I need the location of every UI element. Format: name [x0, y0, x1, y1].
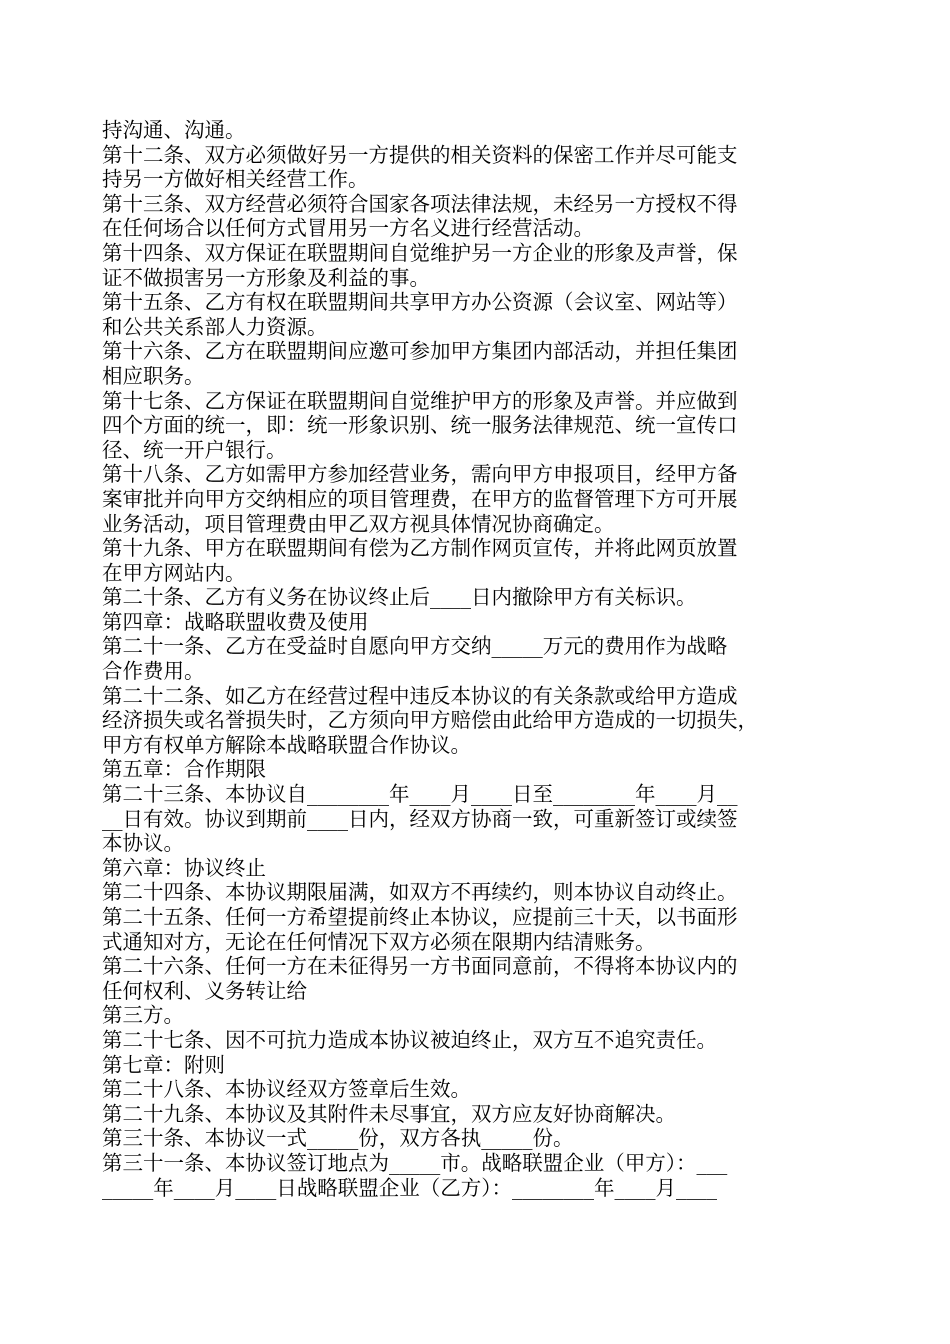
- text-line: 第十三条、双方经营必须符合国家各项法律法规，未经另一方授权不得: [102, 191, 738, 216]
- text-line: 和公共关系部人力资源。: [102, 314, 328, 339]
- text-line: 在任何场合以任何方式冒用另一方名义进行经营活动。: [102, 216, 594, 241]
- text-line: 第二十四条、本协议期限届满，如双方不再续约，则本协议自动终止。: [102, 880, 738, 905]
- text-line: 第二十九条、本协议及其附件未尽事宜，双方应友好协商解决。: [102, 1101, 676, 1126]
- text-line: 第三十条、本协议一式_____份，双方各执_____份。: [102, 1126, 574, 1151]
- chapter-heading: 第五章：合作期限: [102, 757, 266, 782]
- text-line: 径、统一开户银行。: [102, 437, 287, 462]
- text-line: 持另一方做好相关经营工作。: [102, 167, 369, 192]
- text-line: 第二十五条、任何一方希望提前终止本协议，应提前三十天，以书面形: [102, 905, 738, 929]
- text-line: 本协议。: [102, 831, 184, 856]
- text-line: 任何权利、义务转让给: [102, 978, 307, 1003]
- document-body: [102, 118, 854, 1200]
- text-line: 持沟通、沟通。: [102, 118, 246, 142]
- text-line: 第十八条、乙方如需甲方参加经营业务，需向甲方申报项目，经甲方备: [102, 462, 738, 487]
- chapter-heading: 第七章：附则: [102, 1052, 225, 1077]
- text-line: 经济损失或名誉损失时，乙方须向甲方赔偿由此给甲方造成的一切损失，: [102, 708, 758, 733]
- text-line: 在甲方网站内。: [102, 560, 246, 585]
- text-line: 甲方有权单方解除本战略联盟合作协议。: [102, 732, 471, 757]
- text-line: 第二十六条、任何一方在未征得另一方书面同意前，不得将本协议内的: [102, 954, 738, 979]
- text-line: 第二十条、乙方有义务在协议终止后____日内撤除甲方有关标识。: [102, 585, 697, 610]
- text-line: 业务活动，项目管理费由甲乙双方视具体情况协商确定。: [102, 511, 615, 536]
- text-line: 相应职务。: [102, 363, 205, 388]
- text-line: 第二十七条、因不可抗力造成本协议被迫终止，双方互不追究责任。: [102, 1027, 717, 1052]
- text-line: 第十九条、甲方在联盟期间有偿为乙方制作网页宣传，并将此网页放置: [102, 536, 738, 561]
- text-line: 合作费用。: [102, 659, 205, 684]
- chapter-heading: 第六章：协议终止: [102, 855, 266, 880]
- text-line: _____年____月____日战略联盟企业（乙方）：________年____月____: [102, 1175, 717, 1200]
- chapter-heading: 第四章：战略联盟收费及使用: [102, 609, 369, 634]
- text-line: 四个方面的统一，即：统一形象识别、统一服务法律规范、统一宣传口: [102, 413, 738, 438]
- text-line: 第三十一条、本协议签订地点为_____市。战略联盟企业（甲方）：___: [102, 1150, 728, 1175]
- text-line: 第二十三条、本协议自________年____月____日至________年____月__: [102, 782, 738, 807]
- text-line: 第二十一条、乙方在受益时自愿向甲方交纳_____万元的费用作为战略: [102, 634, 728, 659]
- text-line: 第二十二条、如乙方在经营过程中违反本协议的有关条款或给甲方造成: [102, 683, 738, 708]
- text-line: 证不做损害另一方形象及利益的事。: [102, 265, 430, 290]
- text-line: 第三方。: [102, 1003, 184, 1028]
- text-line: 第十六条、乙方在联盟期间应邀可参加甲方集团内部活动，并担任集团: [102, 339, 738, 364]
- text-line: 式通知对方，无论在任何情况下双方必须在限期内结清账务。: [102, 929, 656, 954]
- text-line: 第十五条、乙方有权在联盟期间共享甲方办公资源（会议室、网站等）: [102, 290, 738, 315]
- text-line: 第十四条、双方保证在联盟期间自觉维护另一方企业的形象及声誉，保: [102, 240, 738, 265]
- text-line: 第二十八条、本协议经双方签章后生效。: [102, 1077, 471, 1102]
- text-line: 第十七条、乙方保证在联盟期间自觉维护甲方的形象及声誉。并应做到: [102, 388, 738, 413]
- text-line: __日有效。协议到期前____日内，经双方协商一致，可重新签订或续签: [102, 806, 738, 831]
- text-line: 第十二条、双方必须做好另一方提供的相关资料的保密工作并尽可能支: [102, 142, 738, 167]
- text-line: 案审批并向甲方交纳相应的项目管理费，在甲方的监督管理下方可开展: [102, 486, 738, 511]
